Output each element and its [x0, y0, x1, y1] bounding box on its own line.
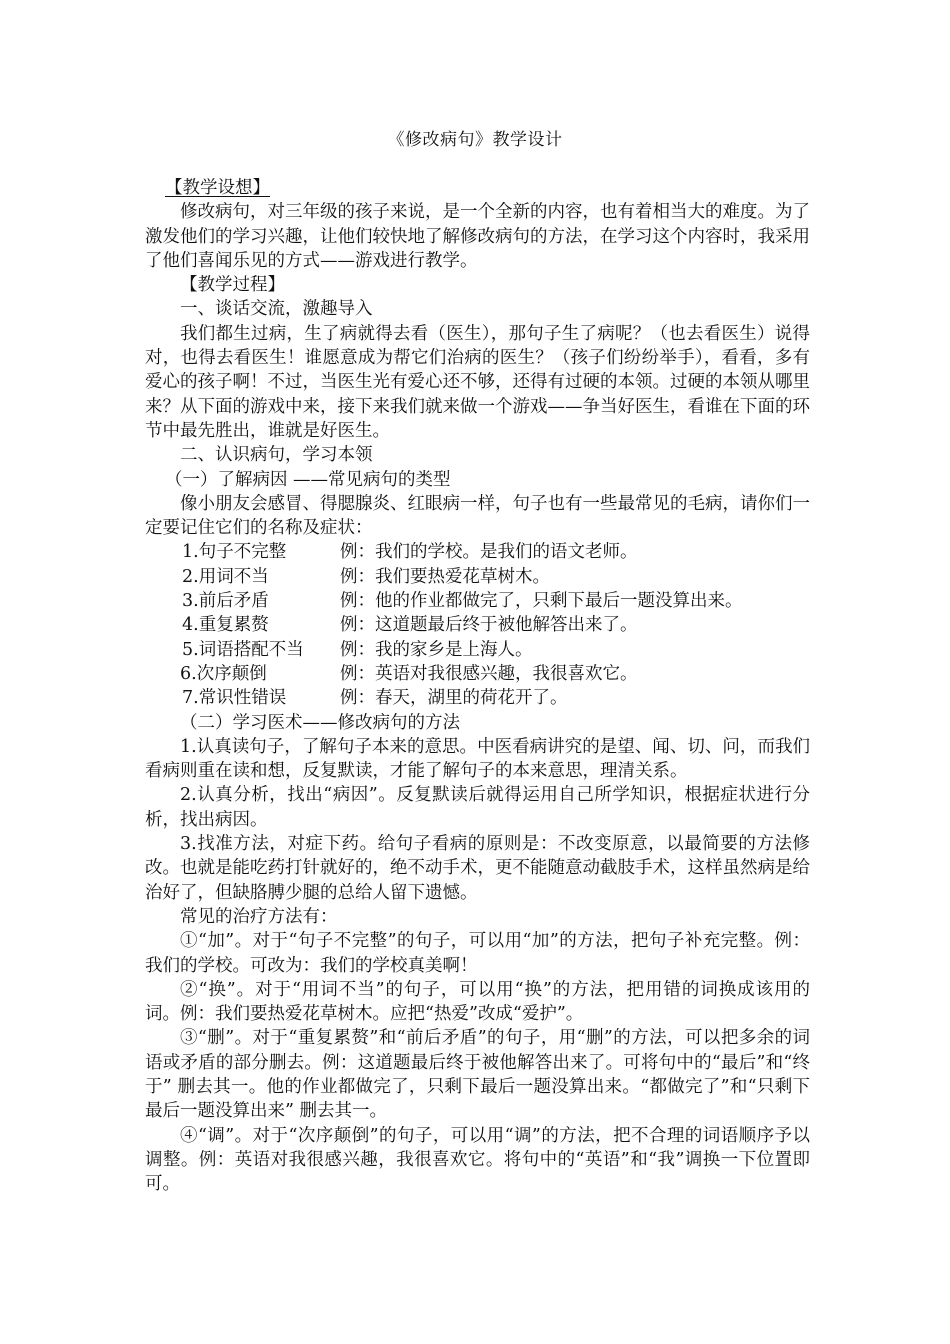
method-2-paragraph: 2.认真分析，找出“病因”。反复默读后就得运用自己所学知识，根据症状进行分析，找出病因。 [145, 785, 810, 830]
treatment-add-paragraph: ①“加”。对于“句子不完整”的句子，可以用“加”的方法，把句子补充完整。例：我们的学校。可改为：我们的学校真美啊！ [145, 931, 810, 976]
treatment-heading: 常见的治疗方法有： [180, 906, 338, 927]
list-item [145, 613, 810, 637]
error-type-name: 7.常识性错误 [182, 688, 287, 709]
list-item [145, 638, 810, 662]
error-type-name: 5.词语搭配不当 [182, 639, 304, 660]
error-type-example: 例：我的家乡是上海人。 [340, 639, 533, 660]
list-item [145, 686, 810, 710]
error-type-name: 2.用词不当 [182, 566, 269, 587]
error-type-name: 3.前后矛盾 [182, 591, 269, 612]
error-type-list [145, 540, 810, 710]
document-body [145, 176, 810, 1196]
treatment-adjust-paragraph: ④“调”。对于“次序颠倒”的句子，可以用“调”的方法，把不合理的词语顺序予以调整。例：英语对我很感兴趣，我很喜欢它。将句中的“英语”和“我”调换一下位置即可。 [145, 1125, 810, 1195]
list-item [145, 589, 810, 613]
teaching-idea-paragraph: 修改病句，对三年级的孩子来说，是一个全新的内容，也有着相当大的难度。为了激发他们的学习兴趣，让他们较快地了解修改病句的方法，在学习这个内容时，我采用了他们喜闻乐见的方式——游戏进行教学。 [145, 202, 810, 271]
error-type-example: 例：这道题最后终于被他解答出来了。 [340, 615, 638, 636]
treatment-replace-paragraph: ②“换”。对于“用词不当”的句子，可以用“换”的方法，把用错的词换成该用的词。例：我们要热爱花草树木。应把“热爱”改成“爱护”。 [145, 979, 810, 1025]
error-type-example: 例：英语对我很感兴趣，我很喜欢它。 [340, 663, 638, 684]
error-type-name: 1.句子不完整 [182, 542, 287, 563]
step-2-heading: 二、认识病句，学习本领 [180, 445, 373, 466]
error-type-name: 6.次序颠倒 [180, 663, 267, 684]
document-title: 《修改病句》教学设计 [387, 130, 563, 150]
error-type-example: 例：他的作业都做完了，只剩下最后一题没算出来。 [340, 591, 743, 612]
subsection-2-heading: （二）学习医术——修改病句的方法 [180, 712, 460, 733]
list-item [145, 565, 810, 589]
step-1-heading: 一、谈话交流，激趣导入 [180, 299, 373, 320]
error-type-example: 例：我们的学校。是我们的语文老师。 [340, 542, 638, 563]
list-item [145, 540, 810, 564]
method-1-paragraph: 1.认真读句子，了解句子本来的意思。中医看病讲究的是望、闻、切、问，而我们看病则重在读和想，反复默读，才能了解句子的本来意思，理清关系。 [145, 736, 810, 782]
error-type-name: 4.重复累赘 [182, 615, 269, 636]
teaching-idea-heading: 【教学设想】 [165, 178, 270, 198]
method-3-paragraph: 3.找准方法，对症下药。给句子看病的原则是：不改变原意，以最简要的方法修改。也就是能吃药打针就好的，绝不动手术，更不能随意动截肢手术，这样虽然病是给治好了，但缺胳膊少腿的总给人留下遗憾。 [145, 834, 810, 903]
teaching-process-heading: 【教学过程】 [180, 275, 285, 296]
error-type-example: 例：我们要热爱花草树木。 [340, 566, 550, 587]
subsection-1-paragraph: 像小朋友会感冒、得腮腺炎、红眼病一样，句子也有一些最常见的毛病，请你们一定要记住它们的名称及症状： [145, 493, 810, 539]
error-type-example: 例：春天，湖里的荷花开了。 [340, 688, 568, 709]
list-item [145, 662, 810, 686]
step-1-paragraph: 我们都生过病，生了病就得去看（医生），那句子生了病呢？（也去看医生）说得对，也得去看医生！谁愿意成为帮它们治病的医生？（孩子们纷纷举手），看看，多有爱心的孩子啊！不过，当医生光有爱心还不够，还得有过硬的本领。过硬的本领从哪里来？从下面的游戏中来，接下来我们就来做一个游戏——争当好医生，看谁在下面的环节中最先胜出，谁就是好医生。 [145, 323, 810, 441]
treatment-delete-paragraph: ③“删”。对于“重复累赘”和“前后矛盾”的句子，用“删”的方法，可以把多余的词语或矛盾的部分删去。例：这道题最后终于被他解答出来了。可将句中的“最后”和“终于” 删去其一。他的作业都做完了，只剩下最后一题没算出来。“都做完了”和“只剩下最后一题没算出来” 删去其一。 [145, 1028, 810, 1122]
subsection-1-heading: （一）了解病因 ——常见病句的类型 [165, 469, 451, 490]
